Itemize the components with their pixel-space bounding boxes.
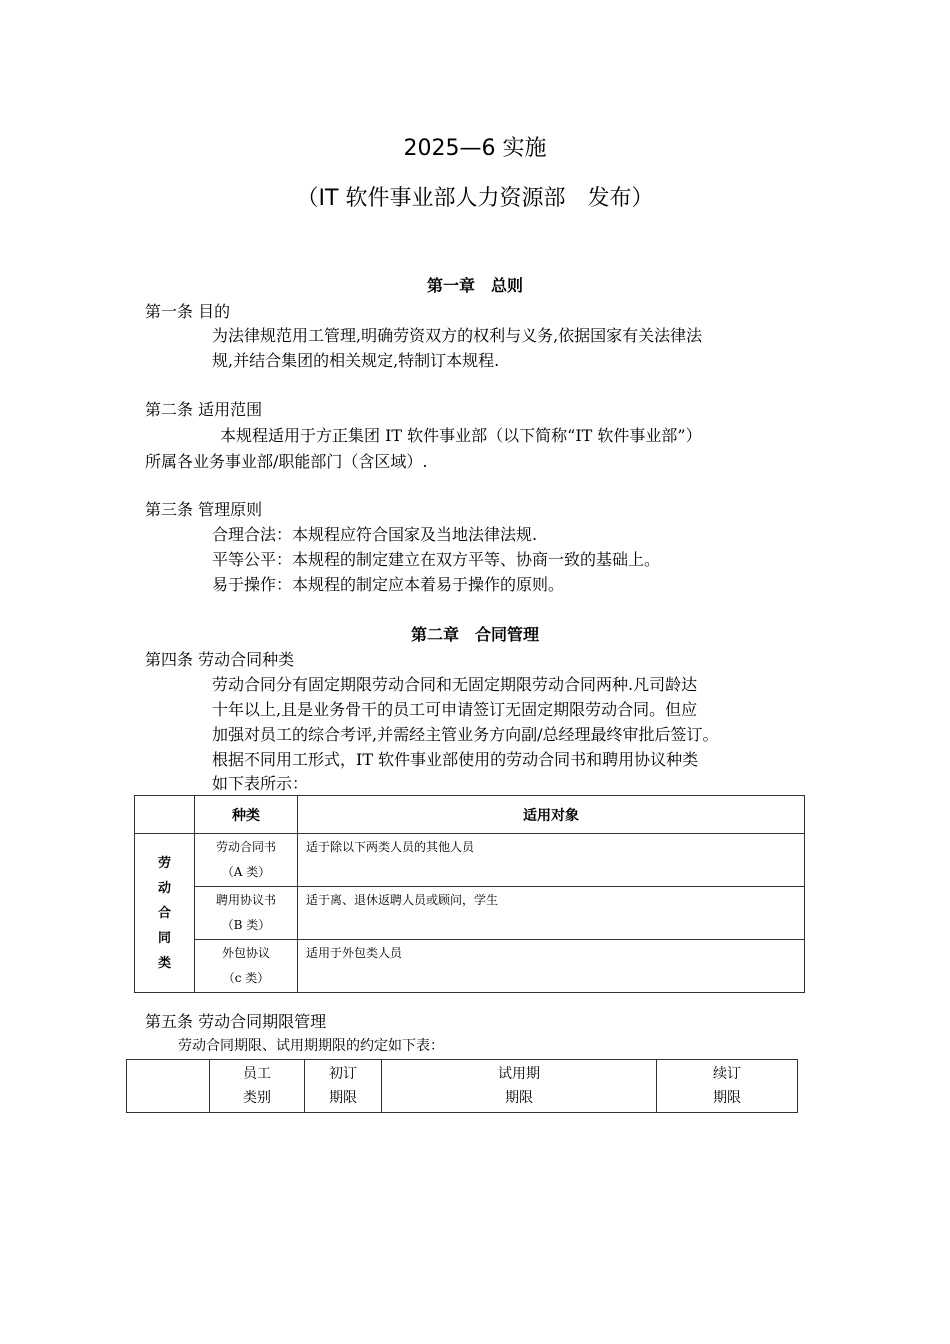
table-row bbox=[127, 1060, 798, 1113]
principle-legal: 合理合法：本规程应符合国家及当地法律法规. bbox=[212, 525, 538, 544]
col-label-bottom: 类别 bbox=[243, 1090, 271, 1106]
article-1-line-2: 规,并结合集团的相关规定,特制订本规程. bbox=[212, 351, 500, 370]
article-4-line-3: 加强对员工的综合考评,并需经主管业务方向副/总经理最终审批后签订。 bbox=[212, 725, 719, 744]
table-row bbox=[135, 834, 805, 887]
article-4-line-2: 十年以上,且是业务骨干的员工可申请签订无固定期限劳动合同。但应 bbox=[212, 700, 698, 719]
header-type: 种类 bbox=[195, 796, 298, 834]
article-5-heading: 第五条 劳动合同期限管理 bbox=[145, 1012, 327, 1031]
table-row bbox=[135, 940, 805, 993]
term-col-employee-category bbox=[210, 1060, 305, 1113]
contract-type-cell bbox=[195, 887, 298, 940]
article-2-line-1: 本规程适用于方正集团 IT 软件事业部（以下简称“IT 软件事业部”） bbox=[220, 426, 702, 445]
article-4-heading: 第四条 劳动合同种类 bbox=[145, 650, 295, 669]
term-col-probation-period bbox=[382, 1060, 657, 1113]
col-label-top: 续订 bbox=[713, 1066, 741, 1082]
term-table bbox=[126, 1059, 798, 1113]
col-label-top: 初订 bbox=[329, 1066, 357, 1082]
contract-name: 劳动合同书 bbox=[215, 840, 276, 854]
category-cell bbox=[135, 834, 195, 993]
chapter-2-title: 第二章 合同管理 bbox=[410, 625, 539, 644]
category-char: 合 bbox=[157, 905, 171, 921]
contract-target: 适用于外包类人员 bbox=[298, 940, 805, 993]
article-1-heading: 第一条 目的 bbox=[145, 302, 231, 321]
contract-code: （A 类） bbox=[221, 865, 271, 879]
col-label-bottom: 期限 bbox=[505, 1090, 533, 1106]
col-label-top: 试用期 bbox=[498, 1066, 540, 1082]
article-1-line-1: 为法律规范用工管理,明确劳资双方的权利与义务,依据国家有关法律法 bbox=[212, 326, 703, 345]
article-4-line-1: 劳动合同分有固定期限劳动合同和无固定期限劳动合同两种.凡司龄达 bbox=[212, 675, 698, 694]
term-col-initial-period bbox=[305, 1060, 382, 1113]
category-char: 同 bbox=[157, 930, 171, 946]
article-4-line-4: 根据不同用工形式，IT 软件事业部使用的劳动合同书和聘用协议种类 bbox=[212, 750, 699, 769]
article-4-line-5: 如下表所示： bbox=[212, 774, 309, 793]
contract-code: （c 类） bbox=[222, 971, 270, 985]
contract-target: 适于离、退休返聘人员或顾问，学生 bbox=[298, 887, 805, 940]
article-2-line-2: 所属各业务事业部/职能部门（含区域）. bbox=[145, 452, 428, 471]
contract-target: 适于除以下两类人员的其他人员 bbox=[298, 834, 805, 887]
implementation-date: 2025—6 实施 bbox=[403, 136, 547, 161]
table-row bbox=[135, 887, 805, 940]
term-col-renewal-period bbox=[657, 1060, 798, 1113]
header-target: 适用对象 bbox=[298, 796, 805, 834]
contract-name: 聘用协议书 bbox=[215, 893, 276, 907]
term-col-blank bbox=[127, 1060, 210, 1113]
article-2-heading: 第二条 适用范围 bbox=[145, 400, 263, 419]
principle-equal: 平等公平：本规程的制定建立在双方平等、协商一致的基础上。 bbox=[212, 550, 661, 569]
col-label-bottom: 期限 bbox=[329, 1090, 357, 1106]
category-char: 类 bbox=[157, 955, 171, 971]
article-3-heading: 第三条 管理原则 bbox=[145, 500, 263, 519]
category-char: 劳 bbox=[157, 855, 171, 871]
contract-code: （B 类） bbox=[221, 918, 271, 932]
contract-type-cell bbox=[195, 834, 298, 887]
publisher-line: （IT 软件事业部人力资源部 发布） bbox=[296, 186, 654, 211]
contract-name: 外包协议 bbox=[221, 946, 270, 960]
chapter-1-title: 第一章 总则 bbox=[426, 276, 523, 295]
header-blank-cell bbox=[135, 796, 195, 834]
category-char: 动 bbox=[157, 880, 171, 896]
col-label-top: 员工 bbox=[243, 1066, 271, 1082]
col-label-bottom: 期限 bbox=[713, 1090, 741, 1106]
principle-operable: 易于操作：本规程的制定应本着易于操作的原则。 bbox=[212, 575, 565, 594]
contract-type-cell bbox=[195, 940, 298, 993]
article-5-intro: 劳动合同期限、试用期期限的约定如下表： bbox=[178, 1038, 444, 1054]
contract-type-table bbox=[134, 795, 805, 993]
